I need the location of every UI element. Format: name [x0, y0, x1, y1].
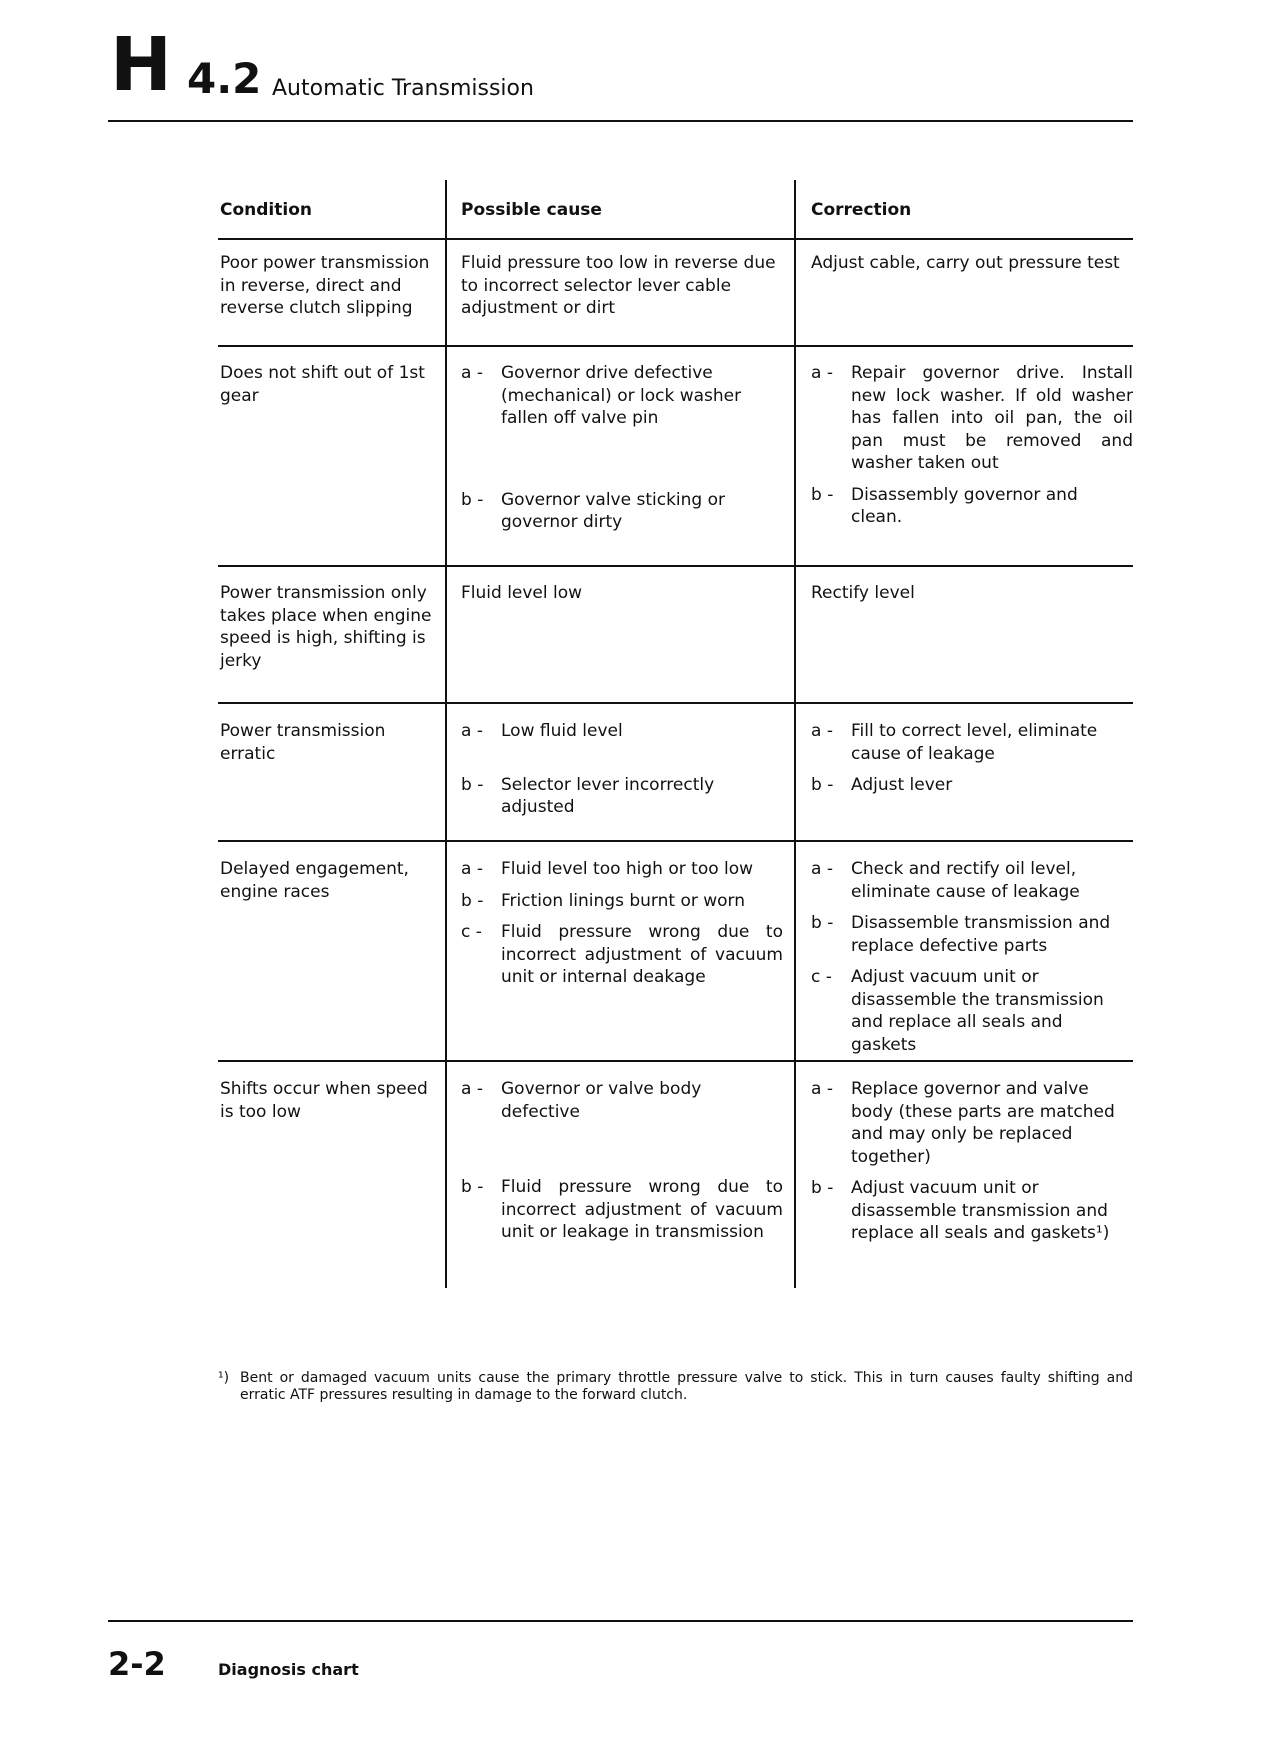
item-text: Governor or valve body defective	[501, 1079, 702, 1122]
row-divider	[218, 345, 1133, 347]
list-item	[811, 1078, 1133, 1168]
item-letter: b -	[461, 1177, 484, 1197]
item-text: Adjust vacuum unit or disassemble the transmission and replace all seals and gaskets	[851, 967, 1104, 1055]
item-letter: a -	[811, 1079, 833, 1099]
column-header-correction: Correction	[811, 200, 912, 220]
item-letter: c -	[461, 922, 482, 942]
item-letter: a -	[461, 1079, 483, 1099]
footnote-mark: ¹)	[218, 1370, 230, 1386]
item-text: Fluid pressure wrong due to incorrect adjustment of vacuum unit or leakage in transmission	[501, 1177, 783, 1242]
item-letter: a -	[461, 859, 483, 879]
item-letter: b -	[811, 913, 834, 933]
item-letter: b -	[461, 489, 484, 510]
item-letter: b -	[461, 890, 484, 911]
list-item	[811, 362, 1133, 475]
list-item	[461, 890, 783, 913]
cause-cell: Fluid pressure too low in reverse due to incorrect selector lever cable adjustment or dirt	[461, 253, 776, 318]
column-header-condition: Condition	[220, 200, 312, 220]
condition-cell: Does not shift out of 1st gear	[220, 363, 425, 406]
condition-cell: Power transmission only takes place when engine speed is high, shifting is jerky	[220, 583, 432, 671]
item-letter: b -	[811, 484, 834, 505]
cause-cell	[461, 720, 783, 828]
page-number: 2-2	[108, 1645, 166, 1683]
item-text: Friction linings burnt or worn	[501, 890, 746, 911]
list-item	[811, 774, 1133, 797]
header-row-divider	[218, 238, 1133, 240]
list-item	[461, 921, 783, 989]
list-item	[461, 1078, 783, 1123]
list-item	[811, 720, 1133, 765]
item-letter: a -	[461, 721, 483, 741]
column-header-cause: Possible cause	[461, 200, 602, 220]
correction-cell	[811, 858, 1133, 1065]
item-letter: a -	[811, 859, 833, 879]
item-text: Adjust lever	[851, 775, 953, 795]
item-text: Selector lever incorrectly adjusted	[501, 774, 715, 817]
list-item	[461, 362, 783, 430]
footer-title: Diagnosis chart	[218, 1660, 359, 1679]
list-item	[811, 1177, 1133, 1245]
cause-cell	[461, 1078, 783, 1253]
footer-rule	[108, 1620, 1133, 1622]
list-item	[811, 484, 1133, 529]
item-text: Fluid pressure wrong due to incorrect adjustment of vacuum unit or internal deakage	[501, 922, 783, 987]
list-item	[461, 774, 783, 819]
item-text: Disassembly governor and clean.	[851, 484, 1078, 527]
page-title: Automatic Transmission	[272, 76, 534, 101]
item-text: Low fluid level	[501, 721, 623, 741]
item-letter: b -	[811, 775, 834, 795]
item-letter: a -	[811, 721, 833, 741]
list-item	[811, 966, 1133, 1056]
item-text: Repair governor drive. Install new lock washer. If old washer has fallen into oil pan, the oil pan must be removed and washer taken out	[851, 363, 1133, 473]
condition-cell: Shifts occur when speed is too low	[220, 1079, 428, 1122]
item-letter: a -	[811, 363, 833, 383]
section-number: 4.2	[187, 54, 262, 103]
list-item	[811, 912, 1133, 957]
list-item	[461, 489, 783, 534]
cause-cell	[461, 858, 783, 998]
item-text: Governor valve sticking or governor dirty	[501, 489, 725, 532]
diagnosis-table	[218, 180, 1133, 1288]
row-divider	[218, 565, 1133, 567]
cause-cell: Fluid level low	[461, 583, 583, 603]
item-text: Adjust vacuum unit or disassemble transmission and replace all seals and gaskets¹)	[851, 1178, 1110, 1243]
item-letter: a -	[461, 363, 483, 383]
list-item	[811, 858, 1133, 903]
header-rule	[108, 120, 1133, 122]
row-divider	[218, 702, 1133, 704]
row-divider	[218, 840, 1133, 842]
cause-cell	[461, 362, 783, 543]
condition-cell: Power transmission erratic	[220, 721, 386, 764]
correction-cell	[811, 1078, 1133, 1254]
list-item	[461, 858, 783, 881]
footnote-text: Bent or damaged vacuum units cause the primary throttle pressure valve to stick. This in turn causes faulty shifting and erratic ATF pressures resulting in damage to the forward clutch.	[240, 1370, 1133, 1403]
footnote	[218, 1370, 1133, 1404]
item-text: Fluid level too high or too low	[501, 859, 754, 879]
list-item	[461, 720, 783, 743]
item-text: Replace governor and valve body (these parts are matched and may only be replaced together)	[851, 1079, 1115, 1167]
list-item	[461, 1176, 783, 1244]
correction-cell	[811, 720, 1133, 806]
condition-cell: Delayed engagement, engine races	[220, 859, 409, 902]
item-letter: c -	[811, 967, 832, 987]
item-text: Governor drive defective (mechanical) or lock washer fallen off valve pin	[501, 363, 742, 428]
item-text: Fill to correct level, eliminate cause of leakage	[851, 721, 1098, 764]
correction-cell: Adjust cable, carry out pressure test	[811, 253, 1120, 273]
item-text: Check and rectify oil level, eliminate cause of leakage	[851, 859, 1080, 902]
item-letter: b -	[461, 774, 484, 795]
section-letter: H	[110, 22, 171, 108]
correction-cell	[811, 362, 1133, 538]
item-letter: b -	[811, 1178, 834, 1198]
item-text: Disassemble transmission and replace defective parts	[851, 913, 1111, 956]
condition-cell: Poor power transmission in reverse, direct and reverse clutch slipping	[220, 253, 430, 318]
correction-cell: Rectify level	[811, 583, 915, 603]
